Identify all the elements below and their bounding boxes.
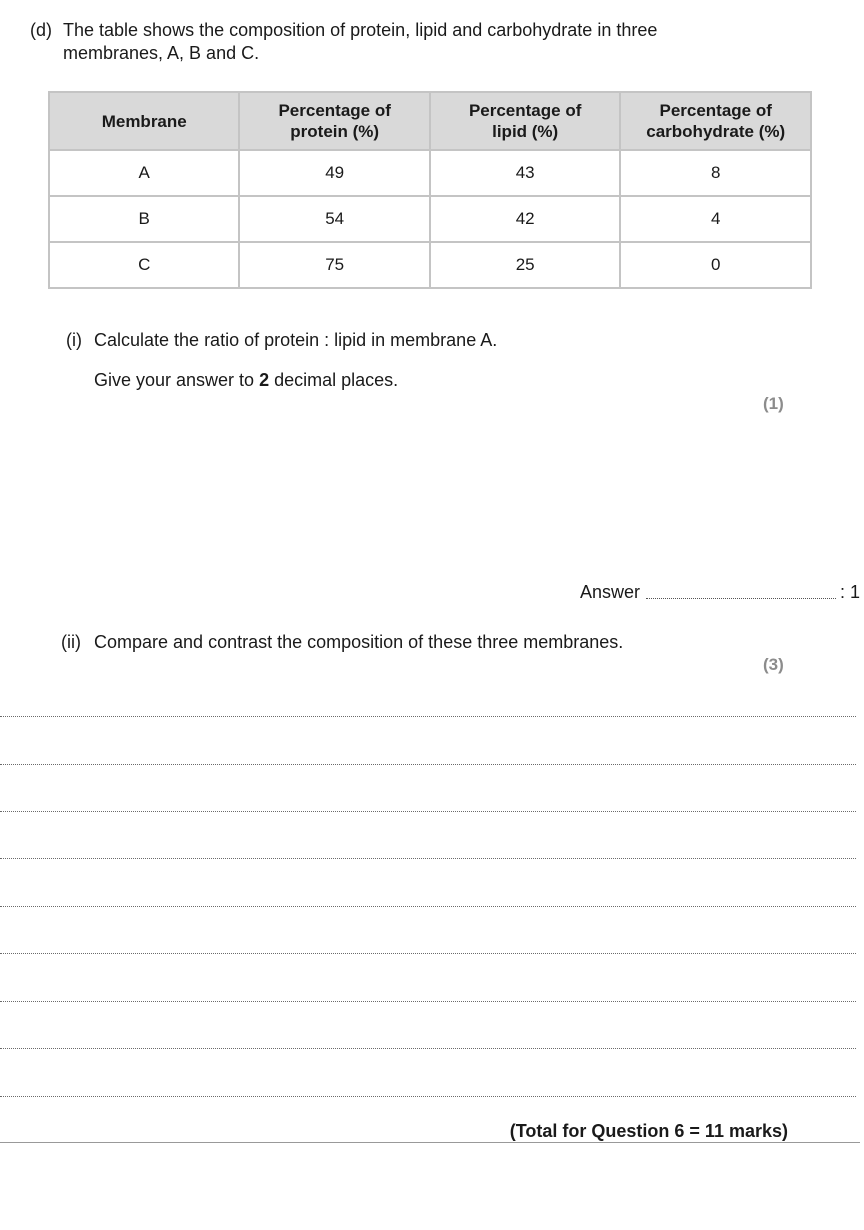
cell-lipid: 42 — [430, 196, 620, 242]
cell-membrane: B — [49, 196, 239, 242]
cell-carbohydrate: 4 — [620, 196, 811, 242]
answer-suffix: : 1 — [840, 582, 861, 602]
cell-protein: 54 — [239, 196, 429, 242]
part-i-marks: (1) — [763, 394, 784, 413]
answer-line[interactable] — [0, 811, 856, 812]
question-text-line1: The table shows the composition of protein, lipid and carbohydrate in three — [63, 20, 658, 40]
answer-field[interactable] — [646, 597, 836, 599]
cell-lipid: 25 — [430, 242, 620, 288]
cell-membrane: A — [49, 150, 239, 196]
question-text-line2: membranes, A, B and C. — [63, 43, 260, 63]
header-lipid: Percentage of lipid (%) — [430, 92, 620, 150]
answer-line[interactable] — [0, 858, 856, 859]
answer-line[interactable] — [0, 953, 856, 954]
answer-line[interactable] — [0, 1001, 856, 1002]
part-i-text: Calculate the ratio of protein : lipid in membrane A. — [94, 330, 498, 350]
part-i-instruction: Give your answer to 2 decimal places. — [94, 370, 399, 390]
cell-carbohydrate: 8 — [620, 150, 811, 196]
cell-membrane: C — [49, 242, 239, 288]
table-header-row — [49, 92, 811, 150]
part-ii-text: Compare and contrast the composition of these three membranes. — [94, 632, 624, 652]
total-marks: (Total for Question 6 = 11 marks) — [509, 1121, 788, 1141]
cell-lipid: 43 — [430, 150, 620, 196]
answer-line[interactable] — [0, 1048, 856, 1049]
part-ii-label: (ii) — [61, 632, 81, 652]
cell-protein: 75 — [239, 242, 429, 288]
composition-table — [48, 91, 812, 289]
question-label: (d) — [30, 20, 52, 40]
bottom-rule — [0, 1142, 860, 1143]
answer-line[interactable] — [0, 1096, 856, 1097]
answer-line[interactable] — [0, 764, 856, 765]
table-row — [49, 242, 811, 288]
question-text — [63, 19, 763, 65]
answer-line[interactable] — [0, 716, 856, 717]
table-row — [49, 150, 811, 196]
header-protein: Percentage of protein (%) — [239, 92, 429, 150]
header-carbohydrate: Percentage of carbohydrate (%) — [620, 92, 811, 150]
part-i-label: (i) — [66, 330, 82, 350]
cell-protein: 49 — [239, 150, 429, 196]
answer-line[interactable] — [0, 906, 856, 907]
answer-label: Answer — [580, 582, 641, 602]
answer-row — [580, 582, 860, 603]
part-ii-marks: (3) — [763, 655, 784, 674]
header-membrane: Membrane — [49, 92, 239, 150]
cell-carbohydrate: 0 — [620, 242, 811, 288]
table-row — [49, 196, 811, 242]
